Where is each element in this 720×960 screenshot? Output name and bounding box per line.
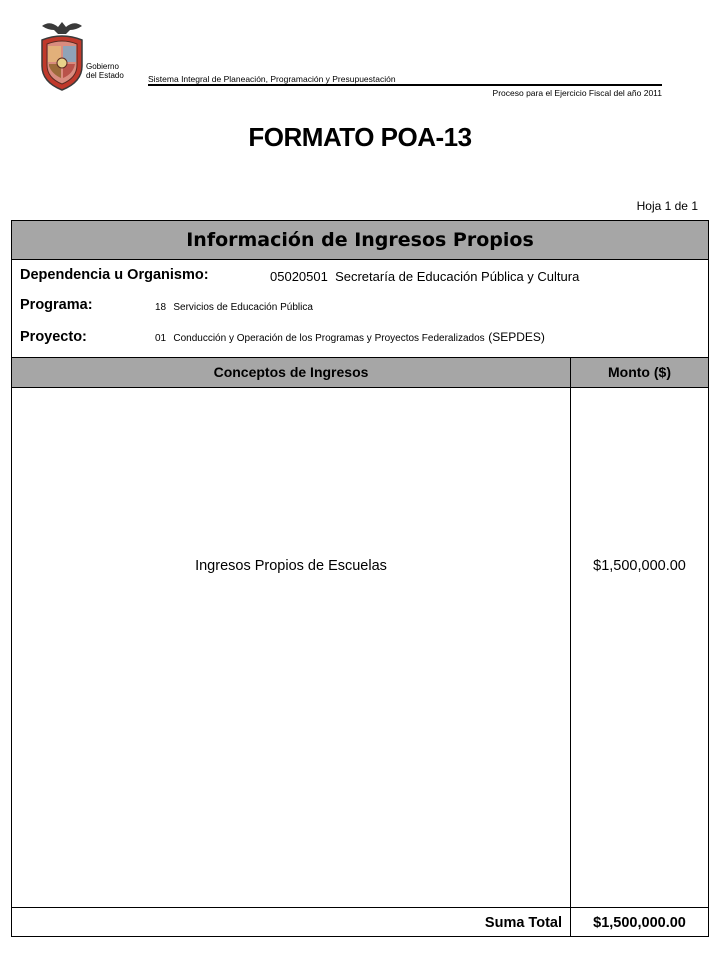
column-header-amount: Monto ($) bbox=[570, 357, 708, 388]
project-suffix: (SEPDES) bbox=[488, 330, 545, 344]
dependency-name: Secretaría de Educación Pública y Cultura bbox=[335, 269, 580, 284]
state-coat-of-arms-icon bbox=[36, 18, 88, 96]
income-form-box bbox=[11, 220, 709, 937]
dependency-label: Dependencia u Organismo: bbox=[20, 267, 209, 283]
total-label: Suma Total bbox=[484, 915, 562, 931]
table-row-amount: $1,500,000.00 bbox=[593, 558, 686, 574]
column-header-concepts: Conceptos de Ingresos bbox=[12, 357, 570, 388]
table-row-concept: Ingresos Propios de Escuelas bbox=[195, 558, 387, 574]
program-code: 18 bbox=[155, 302, 167, 313]
system-name: Sistema Integral de Planeación, Programación y Presupuestación bbox=[148, 74, 396, 84]
header-rule bbox=[148, 84, 662, 86]
dependency-value bbox=[270, 269, 579, 284]
project-value bbox=[155, 329, 545, 344]
program-label: Programa: bbox=[20, 297, 93, 313]
dependency-code: 05020501 bbox=[270, 269, 328, 284]
project-name: Conducción y Operación de los Programas y Proyectos Federalizados bbox=[173, 333, 485, 344]
section-title: Información de Ingresos Propios bbox=[12, 221, 708, 260]
process-label: Proceso para el Ejercicio Fiscal del año 2011 bbox=[492, 88, 662, 98]
project-label: Proyecto: bbox=[20, 329, 87, 345]
project-code: 01 bbox=[155, 333, 167, 344]
total-divider bbox=[12, 907, 708, 908]
sheet-label: Hoja 1 de 1 bbox=[636, 199, 698, 213]
column-divider bbox=[570, 357, 571, 936]
page-title: FORMATO POA-13 bbox=[248, 122, 472, 152]
government-label: Gobierno del Estado bbox=[86, 62, 124, 80]
total-amount: $1,500,000.00 bbox=[593, 915, 686, 931]
program-value bbox=[155, 298, 313, 313]
program-name: Servicios de Educación Pública bbox=[173, 302, 313, 313]
